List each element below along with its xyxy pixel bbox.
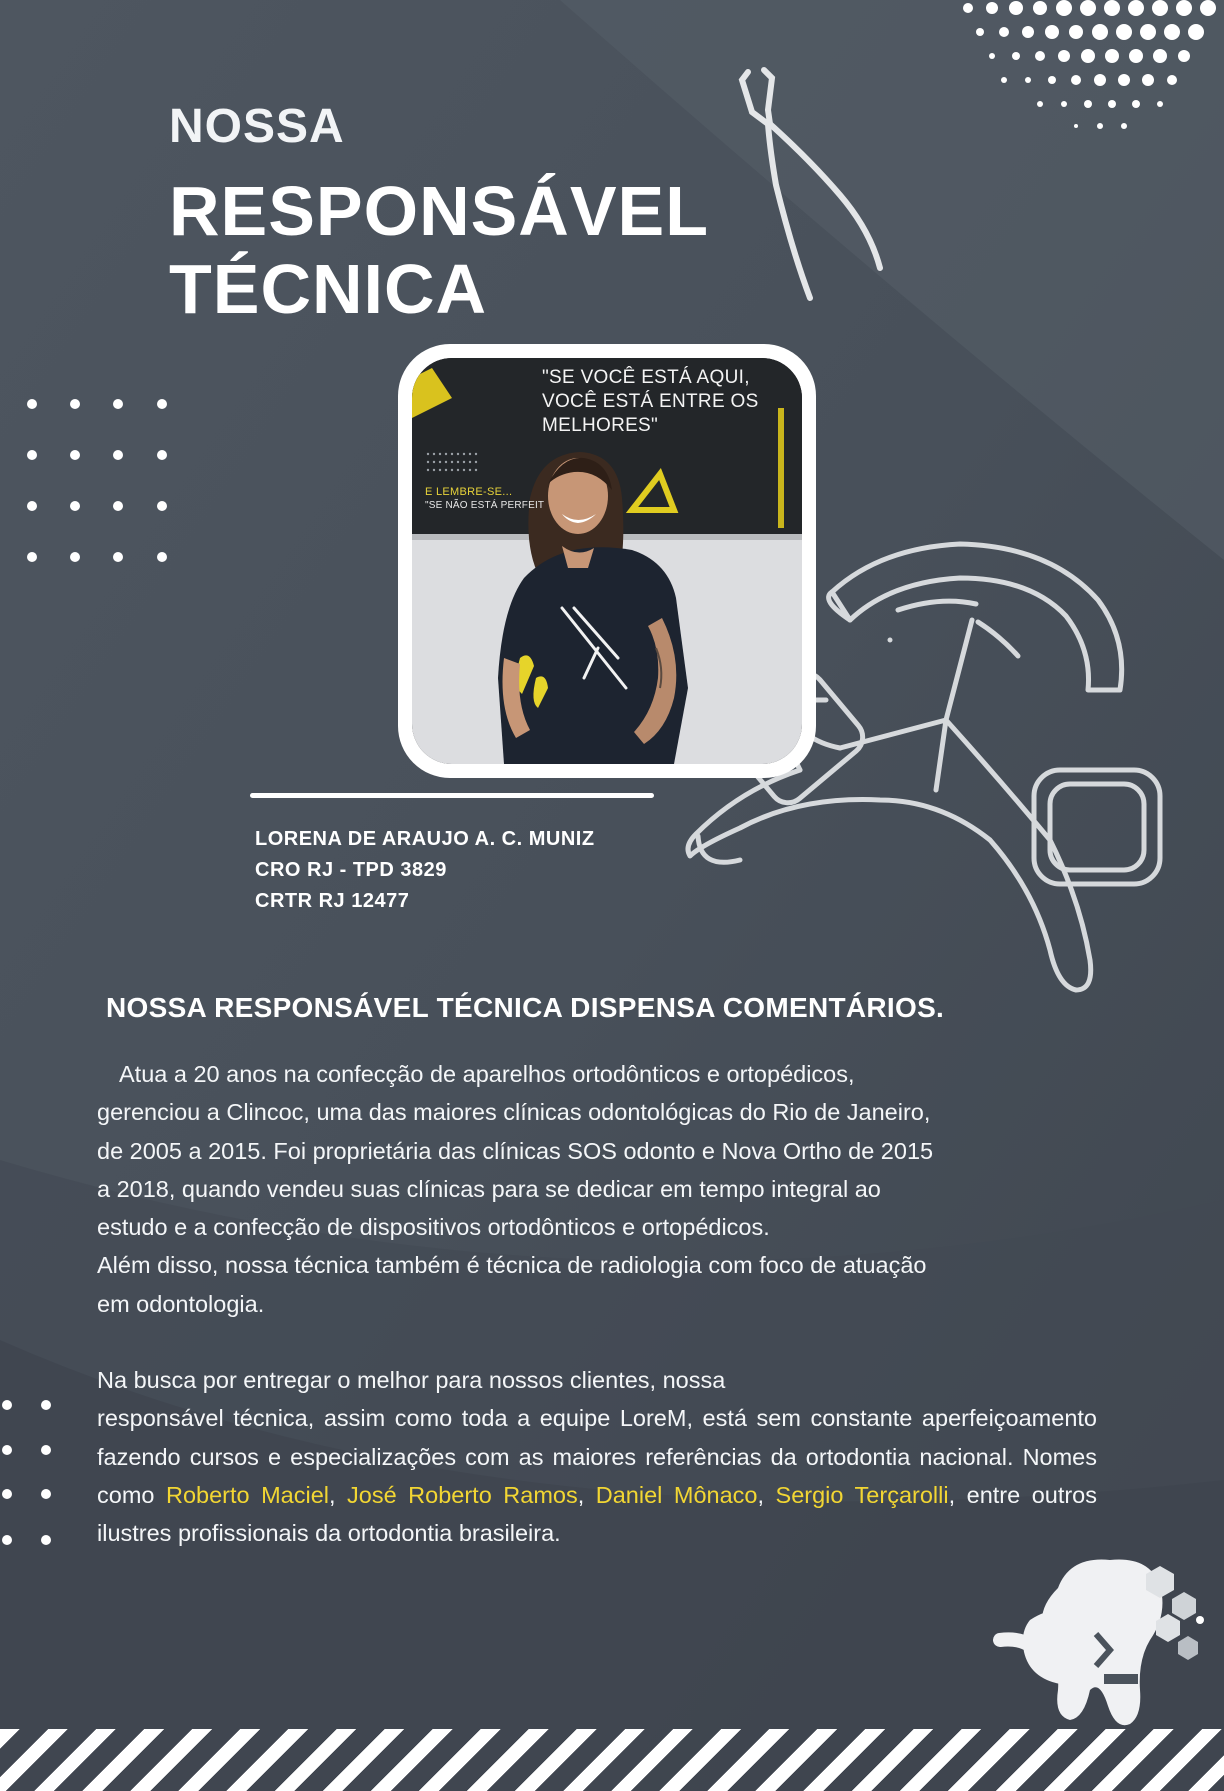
photo-wall-sign-2: "SE NÃO ESTÁ PERFEIT <box>425 500 545 511</box>
bio-line: estudo e a confecção de dispositivos ortodônticos e ortopédicos. <box>97 1214 770 1241</box>
cro-registration: CRO RJ - TPD 3829 <box>255 859 447 881</box>
crtr-registration: CRTR RJ 12477 <box>255 890 410 912</box>
portrait-photo <box>412 358 802 764</box>
highlight-name: José Roberto Ramos <box>347 1481 578 1508</box>
bio-paragraph-2 <box>97 1399 1097 1552</box>
title-line-2: TÉCNICA <box>169 250 488 328</box>
section-headline: NOSSA RESPONSÁVEL TÉCNICA DISPENSA COMENTÁRIOS. <box>106 992 945 1023</box>
bio-text-segment: responsável técnica, assim como toda a equipe LoreM, está sem constante aperfeiçoamento fazendo cursos e especializações com as maiores referências da ortodontia nacional. Nomes como <box>97 1405 1097 1508</box>
portrait-frame <box>398 344 816 778</box>
photo-wall-sign: E LEMBRE-SE... <box>425 486 513 498</box>
photo-wall-quote: "SE VOCÊ ESTÁ AQUI, VOCÊ ESTÁ ENTRE OS MELHORES" <box>542 367 759 436</box>
credentials <box>255 824 595 917</box>
highlight-name: Roberto Maciel <box>165 1481 329 1508</box>
highlight-name: Sergio Terçarolli <box>775 1481 949 1508</box>
bio-paragraph-2-first-line <box>97 1361 1097 1399</box>
striped-footer-band <box>0 1729 1224 1791</box>
bio-line: de 2005 a 2015. Foi proprietária das clínicas SOS odonto e Nova Ortho de 2015 <box>97 1137 934 1164</box>
bio-paragraph-1 <box>97 1055 1097 1323</box>
bio-line: em odontologia. <box>97 1290 265 1317</box>
separator: , <box>577 1481 596 1508</box>
bio-line: Atua a 20 anos na confecção de aparelhos ortodônticos e ortopédicos, <box>119 1061 855 1087</box>
page-title <box>169 172 709 328</box>
bio-line: Além disso, nossa técnica também é técnica de radiologia com foco de atuação <box>97 1252 927 1279</box>
title-line-1: RESPONSÁVEL <box>169 172 709 250</box>
bio-line: gerenciou a Clincoc, uma das maiores clínicas odontológicas do Rio de Janeiro, <box>97 1099 931 1126</box>
bio-line: a 2018, quando vendeu suas clínicas para se dedicar em tempo integral ao <box>97 1175 881 1202</box>
separator: , <box>328 1481 348 1508</box>
highlight-name: Daniel Mônaco <box>595 1481 758 1508</box>
professional-name: LORENA DE ARAUJO A. C. MUNIZ <box>255 828 595 850</box>
eyebrow-text: NOSSA <box>169 100 345 153</box>
separator: , <box>757 1481 776 1508</box>
divider-line <box>250 793 654 798</box>
bio-line: Na busca por entregar o melhor para nossos clientes, nossa <box>97 1367 726 1394</box>
bio-text-segment: , entre outros ilustres profissionais da ortodontia brasileira. <box>97 1481 1098 1547</box>
bio-text <box>97 1055 1097 1553</box>
